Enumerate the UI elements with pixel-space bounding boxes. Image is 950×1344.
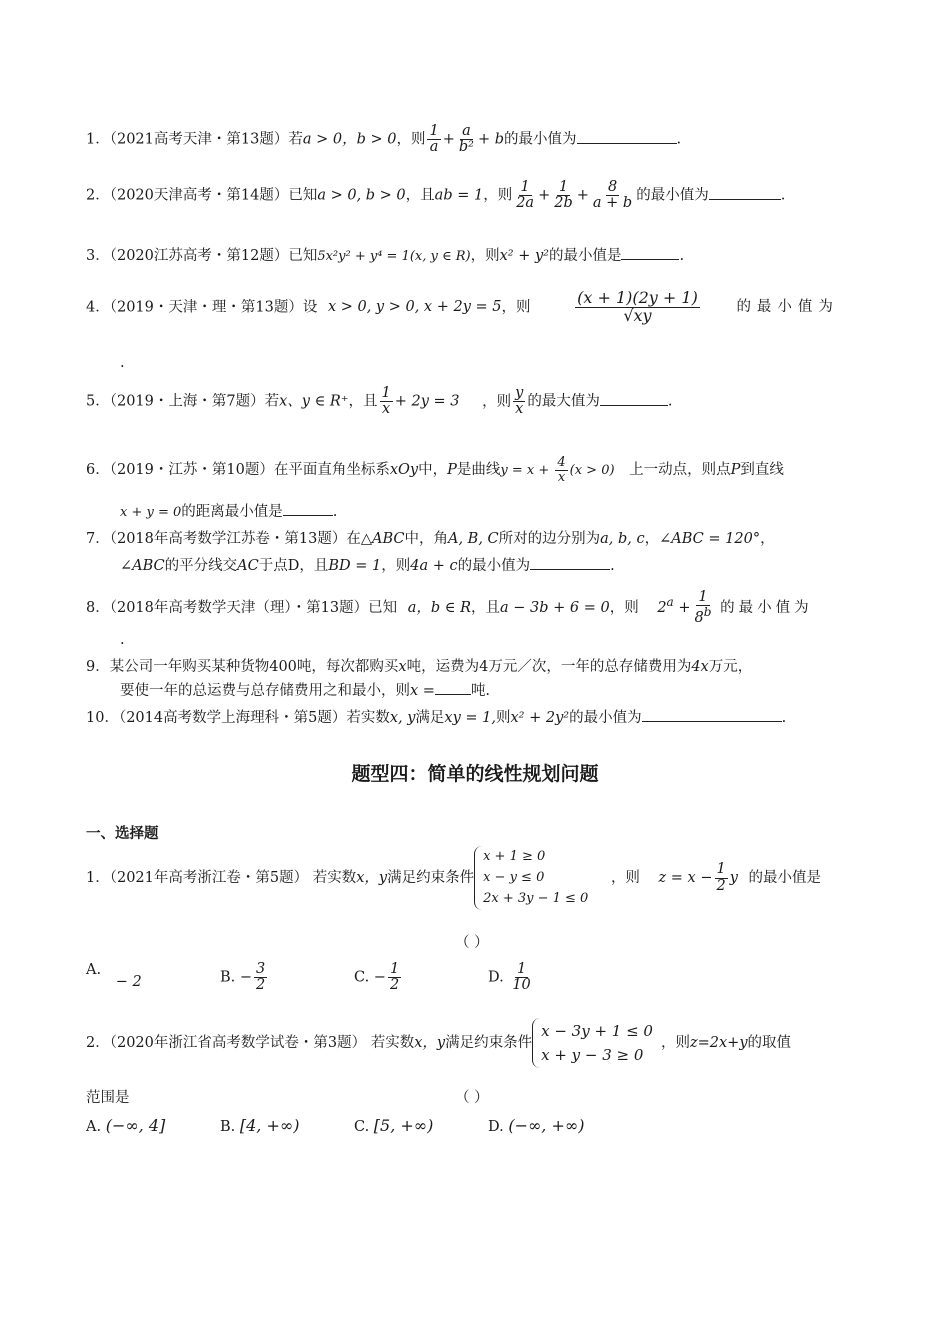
problem-3: 3．（2020江苏高考・第12题）已知5x²y² + y⁴ = 1(x, y ∈ R)，则x² + y²的最小值是 .: [86, 244, 684, 265]
fraction: $\frac{8}{a + b}$: [592, 179, 633, 212]
fraction: $\frac{a}{\text{b²}}$: [458, 123, 474, 156]
answer-blank: [642, 707, 782, 723]
fraction: $\frac{1}{x}$: [381, 385, 391, 418]
option-d: D. (−∞, +∞): [488, 1116, 585, 1135]
problem-2: 2．（2020天津高考・第14题）已知a > 0, b > 0，且ab = 1，则 $\frac{1}{2a}$ + $\frac{1}{2b}$ + $\frac{8}{a + b}$ 的最小值为 .: [86, 179, 786, 212]
constraint-system: x − 3y + 1 ≤ 0 x + y − 3 ≥ 0: [532, 1018, 661, 1068]
fraction: $\frac{3}{2}$: [256, 961, 266, 994]
option-a: A. − 2: [86, 962, 142, 990]
answer-blank: [530, 555, 610, 571]
fraction: $\frac{4}{x}$: [557, 455, 566, 485]
problem-1: 1．（2021高考天津・第13题）若a > 0，b > 0，则 $\frac{1}{a}$ + $\frac{a}{\text{b²}}$ + b的最小值为 .: [86, 123, 682, 156]
problem-7: 7．（2018年高考数学江苏卷・第13题）在△ABC中，角A, B, C所对的边分别为a, b, c，∠ABC = 120°，: [86, 531, 775, 547]
option-b: B. [4, +∞): [220, 1116, 300, 1135]
problem-6: 6．（2019・江苏・第10题）在平面直角坐标系xOy中，P是曲线y = x + $\frac{4}{x}$ (x > 0) 上一动点，则点P到直线: [86, 455, 784, 485]
answer-blank: [621, 245, 679, 261]
answer-blank: [435, 680, 471, 696]
fraction: $\frac{1}{10}$: [512, 961, 531, 994]
fraction: $\frac{1}{2}$: [716, 861, 726, 894]
problem-8-end: .: [120, 632, 125, 648]
fraction: $\frac{1}{a}$: [429, 123, 439, 156]
option-b: B. − $\frac{3}{2}$: [220, 961, 266, 994]
problem-9: 9．某公司一年购买某种货物400吨，每次都购买x吨，运费为4万元／次，一年的总存储费用为4x万元，: [86, 659, 753, 675]
problem-4-end: .: [120, 355, 125, 371]
option-d: D. $\frac{1}{10}$: [488, 961, 531, 994]
fraction: $\frac{y}{x}$: [515, 385, 524, 418]
problem-6-line2: x + y = 0的距离最小值是 .: [120, 500, 337, 521]
answer-paren: （ ）: [455, 1090, 489, 1106]
fraction: $\frac{1}{2}$: [389, 961, 400, 994]
answer-blank: [600, 390, 668, 406]
answer-paren: （ ）: [455, 935, 489, 951]
problem-5: 5．（2019・上海・第7题）若x、y ∈ R⁺，且 $\frac{1}{x}$ + 2y = 3 ，则 $\frac{y}{x}$ 的最大值为 .: [86, 385, 673, 418]
fraction: $\frac{1}{2b}$: [554, 179, 573, 212]
problem-10: 10．（2014高考数学上海理科・第5题）若实数x, y满足xy = 1,则x² + 2y²的最小值为 .: [86, 706, 786, 727]
option-c: C. − $\frac{1}{2}$: [354, 961, 400, 994]
problem-9-line2: 要使一年的总运费与总存储费用之和最小，则x = 吨.: [120, 679, 490, 700]
problem-4: 4．（2019・天津・理・第13题）设 x > 0, y > 0, x + 2y = 5，则 $\frac{(x + 1)(2y + 1)}{√xy}$ 的最小值为: [86, 288, 839, 325]
subsection-title: 一、选择题: [86, 826, 159, 842]
lp-problem-1: 1．（2021年高考浙江卷・第5题） 若实数x，y满足约束条件 x + 1 ≥ 0 x − y ≤ 0 2x + 3y − 1 ≤ 0 ，则 z = x − $\frac{1}{2}$ y 的最小值是: [86, 846, 821, 910]
option-c: C. [5, +∞): [354, 1116, 434, 1135]
constraint-system: x + 1 ≥ 0 x − y ≤ 0 2x + 3y − 1 ≤ 0: [474, 846, 596, 910]
option-a: A. (−∞, 4]: [86, 1116, 166, 1135]
answer-blank: [709, 184, 781, 200]
fraction: $\frac{1}{2a}$: [516, 179, 535, 212]
section-title: 题型四：简单的线性规划问题: [351, 763, 599, 785]
problem-8: 8．（2018年高考数学天津（理）・第13题）已知 a，b ∈ R，且a − 3b + 6 = 0，则 $2^a$ + $\frac{1}{8^b}$ 的最小值为: [86, 589, 813, 627]
fraction: $\frac{(x + 1)(2y + 1)}{√xy}$: [577, 288, 698, 325]
fraction: $\frac{1}{8^b}$: [694, 589, 712, 627]
lp-problem-2-line2: 范围是: [86, 1090, 130, 1106]
problem-7-line2: ∠ABC的平分线交AC于点D，且BD = 1，则4a + c的最小值为 .: [120, 554, 615, 575]
answer-blank: [577, 128, 677, 144]
answer-blank: [283, 501, 333, 517]
lp-problem-2: 2．（2020年浙江省高考数学试卷・第3题） 若实数x，y满足约束条件 x − 3y + 1 ≤ 0 x + y − 3 ≥ 0 ，则z=2x+y的取值: [86, 1018, 791, 1068]
